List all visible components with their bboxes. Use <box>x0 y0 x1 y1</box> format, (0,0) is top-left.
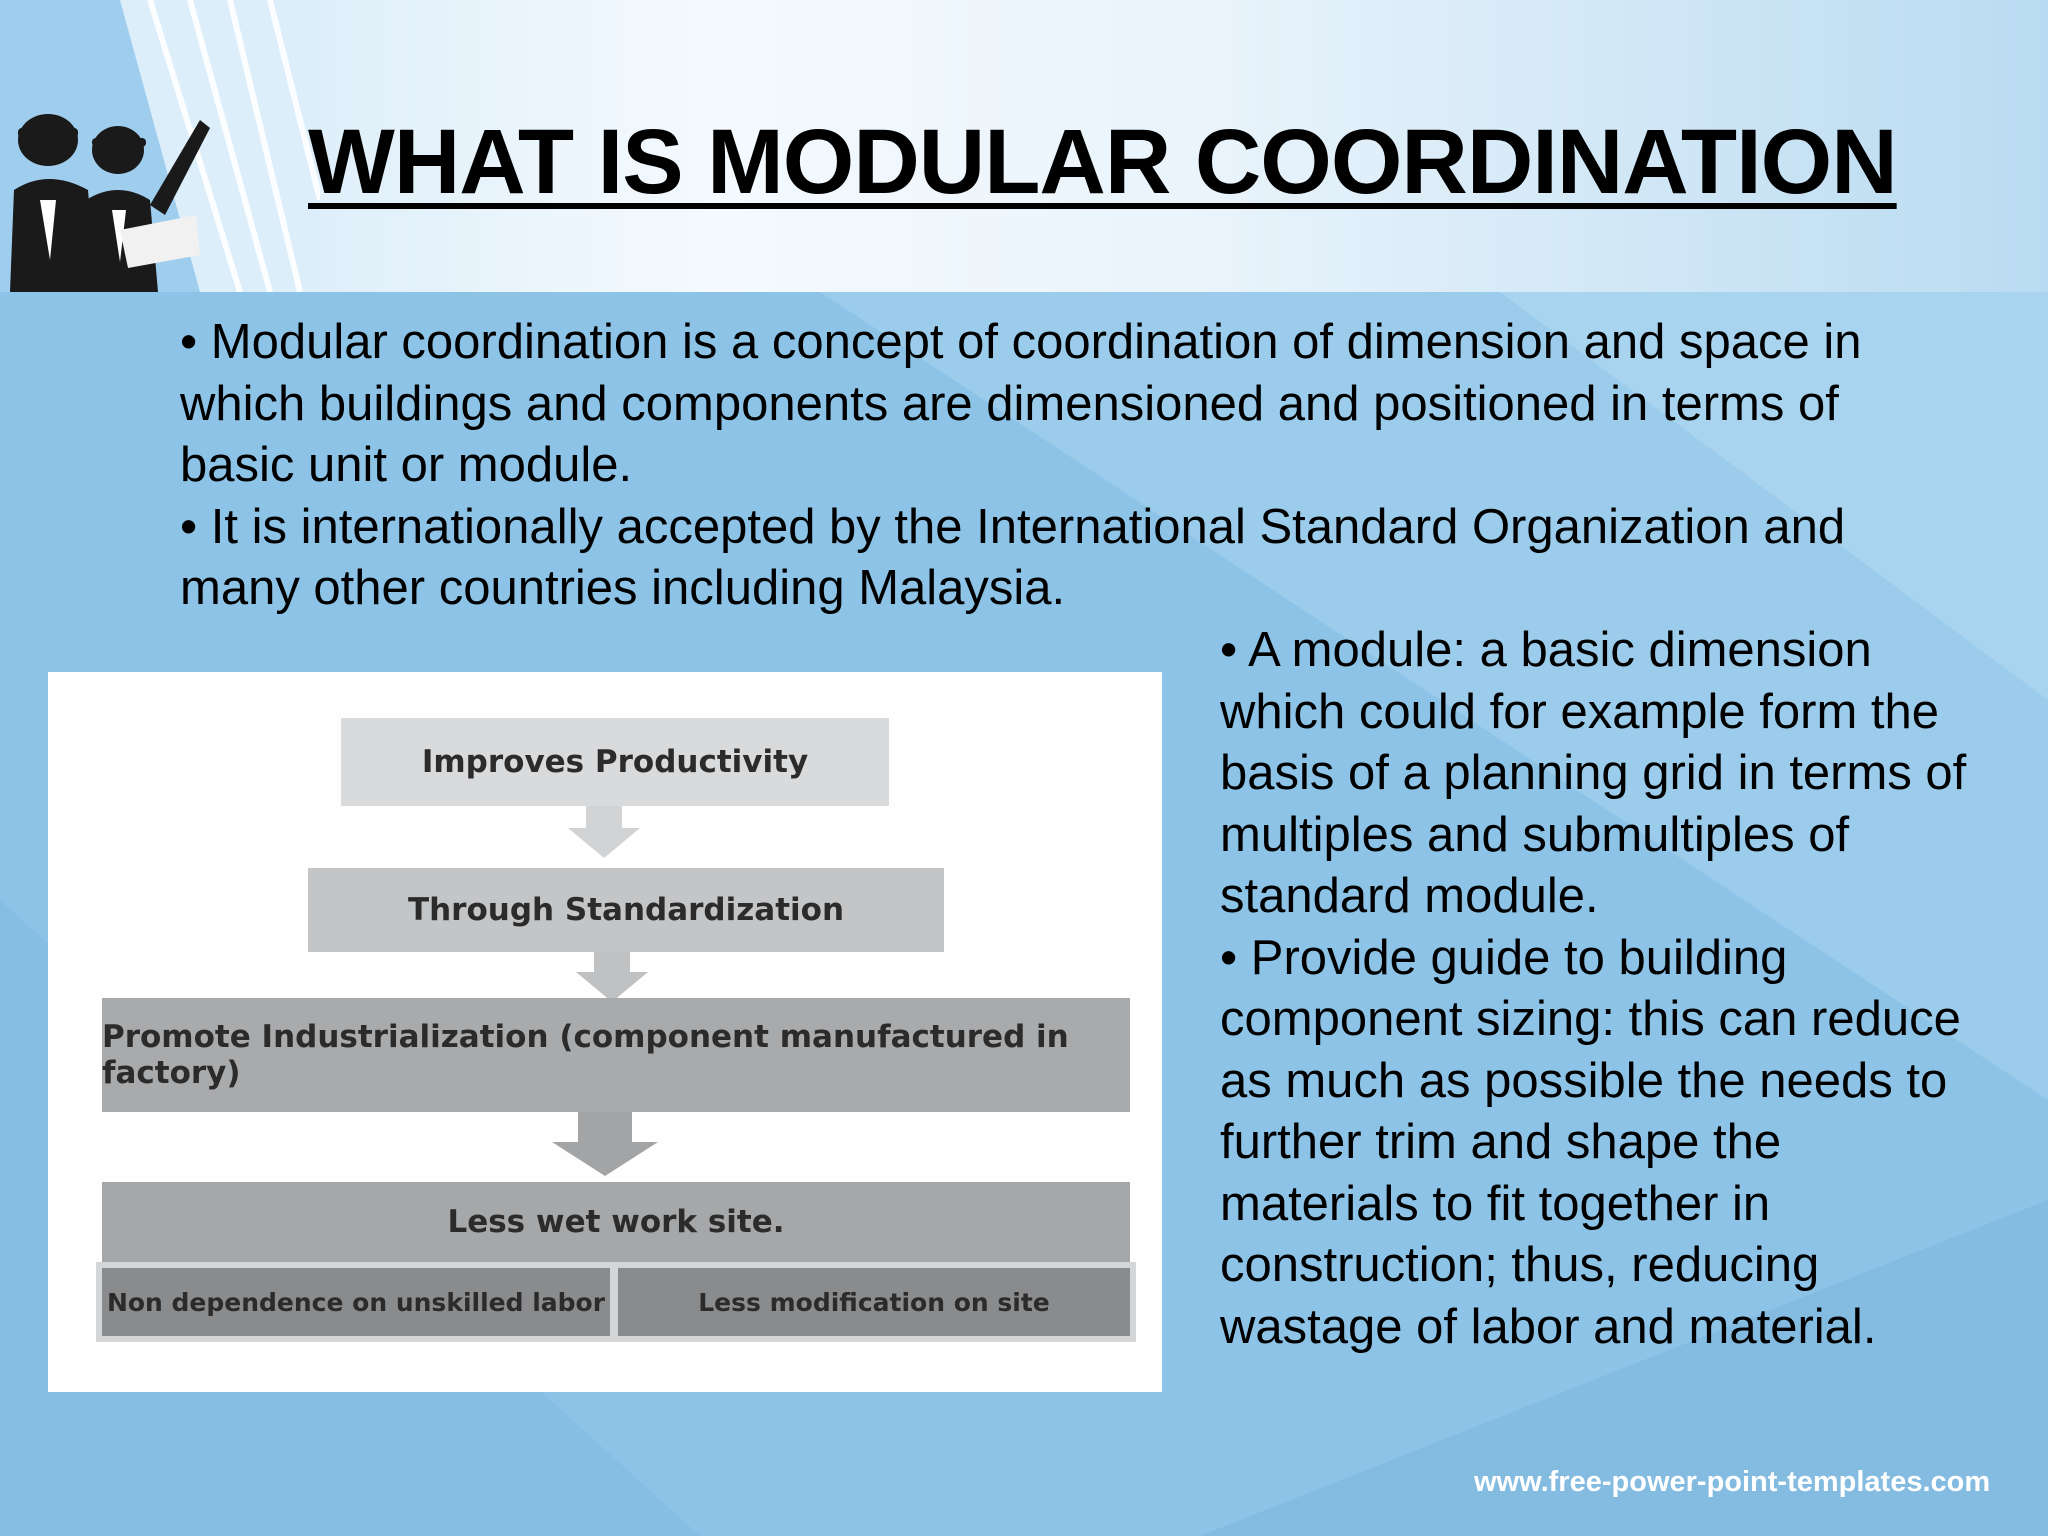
step-4-label: Less wet work site. <box>447 1204 785 1240</box>
step-1-label: Improves Productivity <box>421 744 809 780</box>
step-2-label: Through Standardization <box>407 892 845 928</box>
flow-diagram <box>48 672 1162 1392</box>
step-5-left-label: Non dependence on unskilled labor <box>106 1287 606 1317</box>
step-less-wet-work <box>102 1182 1130 1262</box>
footer-url: www.free-power-point-templates.com <box>1474 1466 1991 1498</box>
step-3-label: Promote Industrialization (component manufactured in factory) <box>102 1019 1069 1091</box>
step-less-modification <box>618 1268 1130 1336</box>
step-through-standardization <box>308 868 944 952</box>
side-paragraph-2: • Provide guide to building component sizing: this can reduce as much as possible the needs to further trim and shape the materials to fit together in construction; thus, reducing wastage of labor and material. <box>1220 930 1961 1354</box>
side-paragraph-1: • A module: a basic dimension which could for example form the basis of a planning grid in terms of multiples and submultiples of standard module. <box>1220 623 1967 923</box>
step-improves-productivity <box>341 718 889 806</box>
intro-paragraph-2: • It is internationally accepted by the International Standard Organization and many other countries including Malaysia. <box>180 499 1846 615</box>
step-non-dependence-labor <box>102 1268 610 1336</box>
intro-paragraph-1: • Modular coordination is a concept of coordination of dimension and space in which buildings and components are dimensioned and positioned in terms of basic unit or module. <box>180 315 1862 492</box>
step-promote-industrialization <box>102 998 1130 1112</box>
step-5-right-label: Less modification on site <box>698 1287 1050 1317</box>
construction-workers-icon <box>0 0 320 292</box>
side-text <box>1220 620 1980 1358</box>
slide-title: WHAT IS MODULAR COORDINATION <box>308 111 1897 213</box>
intro-text <box>180 312 1960 620</box>
